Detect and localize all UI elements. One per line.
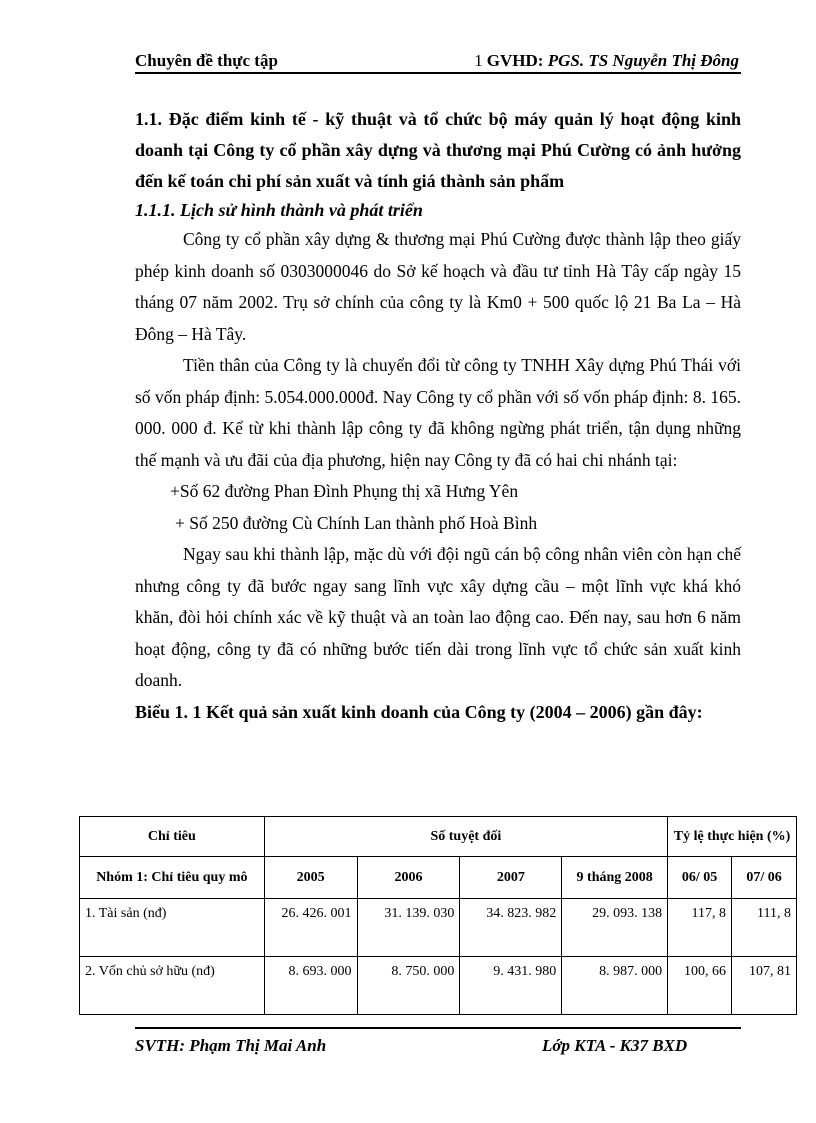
header-year: 2006 bbox=[357, 857, 460, 899]
table-header-row bbox=[80, 817, 797, 857]
header-indicator: Chỉ tiêu bbox=[80, 817, 265, 857]
supervisor bbox=[474, 51, 739, 71]
cell-value: 26. 426. 001 bbox=[264, 899, 357, 957]
page-number: 1 bbox=[474, 51, 483, 70]
cell-value: 9. 431. 980 bbox=[460, 957, 562, 1015]
document-body bbox=[135, 104, 741, 728]
header-year: 9 tháng 2008 bbox=[562, 857, 668, 899]
results-table bbox=[79, 816, 797, 1015]
cell-value: 8. 987. 000 bbox=[562, 957, 668, 1015]
section-heading: 1.1. Đặc điểm kinh tế - kỹ thuật và tổ chức bộ máy quản lý hoạt động kinh doanh tại Công ty cổ phần xây dựng và thương mại Phú Cường có ảnh hưởng đến kế toán chi phí sản xuất và tính giá thành sản phẩm bbox=[135, 109, 741, 191]
row-label: 2. Vốn chủ sở hữu (nđ) bbox=[80, 957, 265, 1015]
cell-value: 31. 139. 030 bbox=[357, 899, 460, 957]
header-absolute: Số tuyệt đối bbox=[264, 817, 667, 857]
cell-value: 8. 693. 000 bbox=[264, 957, 357, 1015]
cell-ratio: 100, 66 bbox=[668, 957, 732, 1015]
table-subheader-row bbox=[80, 857, 797, 899]
header-year: 2007 bbox=[460, 857, 562, 899]
cell-ratio: 117, 8 bbox=[668, 899, 732, 957]
page-footer bbox=[135, 1027, 741, 1055]
header-ratio-col: 06/ 05 bbox=[668, 857, 732, 899]
cell-ratio: 107, 81 bbox=[732, 957, 797, 1015]
header-year: 2005 bbox=[264, 857, 357, 899]
paragraph-history: Tiền thân của Công ty là chuyển đổi từ công ty TNHH Xây dựng Phú Thái với số vốn pháp định: 5.054.000.000đ. Nay Công ty cổ phần với số vốn pháp định: 8. 165. 000. 000 đ. Kể từ khi thành lập công ty đã không ngừng phát triển, tận dụng những thế mạnh và ưu đãi của địa phương, hiện nay Công ty đã có hai chi nhánh tại: bbox=[135, 355, 741, 470]
header-group: Nhóm 1: Chỉ tiêu quy mô bbox=[80, 857, 265, 899]
table-caption: Biểu 1. 1 Kết quả sản xuất kinh doanh của Công ty (2004 – 2006) gần đây: bbox=[135, 701, 703, 722]
header-ratio-col: 07/ 06 bbox=[732, 857, 797, 899]
cell-value: 29. 093. 138 bbox=[562, 899, 668, 957]
cell-ratio: 111, 8 bbox=[732, 899, 797, 957]
supervisor-name: PGS. TS Nguyễn Thị Đông bbox=[547, 51, 739, 70]
page-header bbox=[135, 48, 741, 74]
branch-item: + Số 250 đường Cù Chính Lan thành phố Hoà Bình bbox=[175, 512, 538, 533]
table-row bbox=[80, 899, 797, 957]
student-name: SVTH: Phạm Thị Mai Anh bbox=[135, 1036, 327, 1055]
branch-item: +Số 62 đường Phan Đình Phụng thị xã Hưng Yên bbox=[170, 481, 519, 501]
row-label: 1. Tài sản (nđ) bbox=[80, 899, 265, 957]
subsection-heading: 1.1.1. Lịch sử hình thành và phát triển bbox=[135, 200, 423, 220]
cell-value: 8. 750. 000 bbox=[357, 957, 460, 1015]
cell-value: 34. 823. 982 bbox=[460, 899, 562, 957]
header-ratio: Tỷ lệ thực hiện (%) bbox=[668, 817, 797, 857]
class-name: Lớp KTA - K37 BXD bbox=[542, 1036, 688, 1055]
supervisor-label: GVHD: bbox=[486, 51, 544, 70]
paragraph-development: Ngay sau khi thành lập, mặc dù với đội ngũ cán bộ công nhân viên còn hạn chế nhưng công ty đã bước ngay sang lĩnh vực xây dựng cầu – một lĩnh vực khá khó khăn, đòi hỏi chính xác về kỹ thuật và an toàn lao động cao. Đến nay, sau hơn 6 năm hoạt động, công ty đã có những bước tiến dài trong lĩnh vực tổ chức sản xuất kinh doanh. bbox=[135, 544, 741, 690]
table-row bbox=[80, 957, 797, 1015]
report-type: Chuyên đề thực tập bbox=[135, 51, 278, 70]
paragraph-founding: Công ty cổ phần xây dựng & thương mại Phú Cường được thành lập theo giấy phép kinh doanh số 0303000046 do Sở kế hoạch và đầu tư tỉnh Hà Tây cấp ngày 15 tháng 07 năm 2002. Trụ sở chính của công ty là Km0 + 500 quốc lộ 21 Ba La – Hà Đông – Hà Tây. bbox=[135, 229, 741, 344]
